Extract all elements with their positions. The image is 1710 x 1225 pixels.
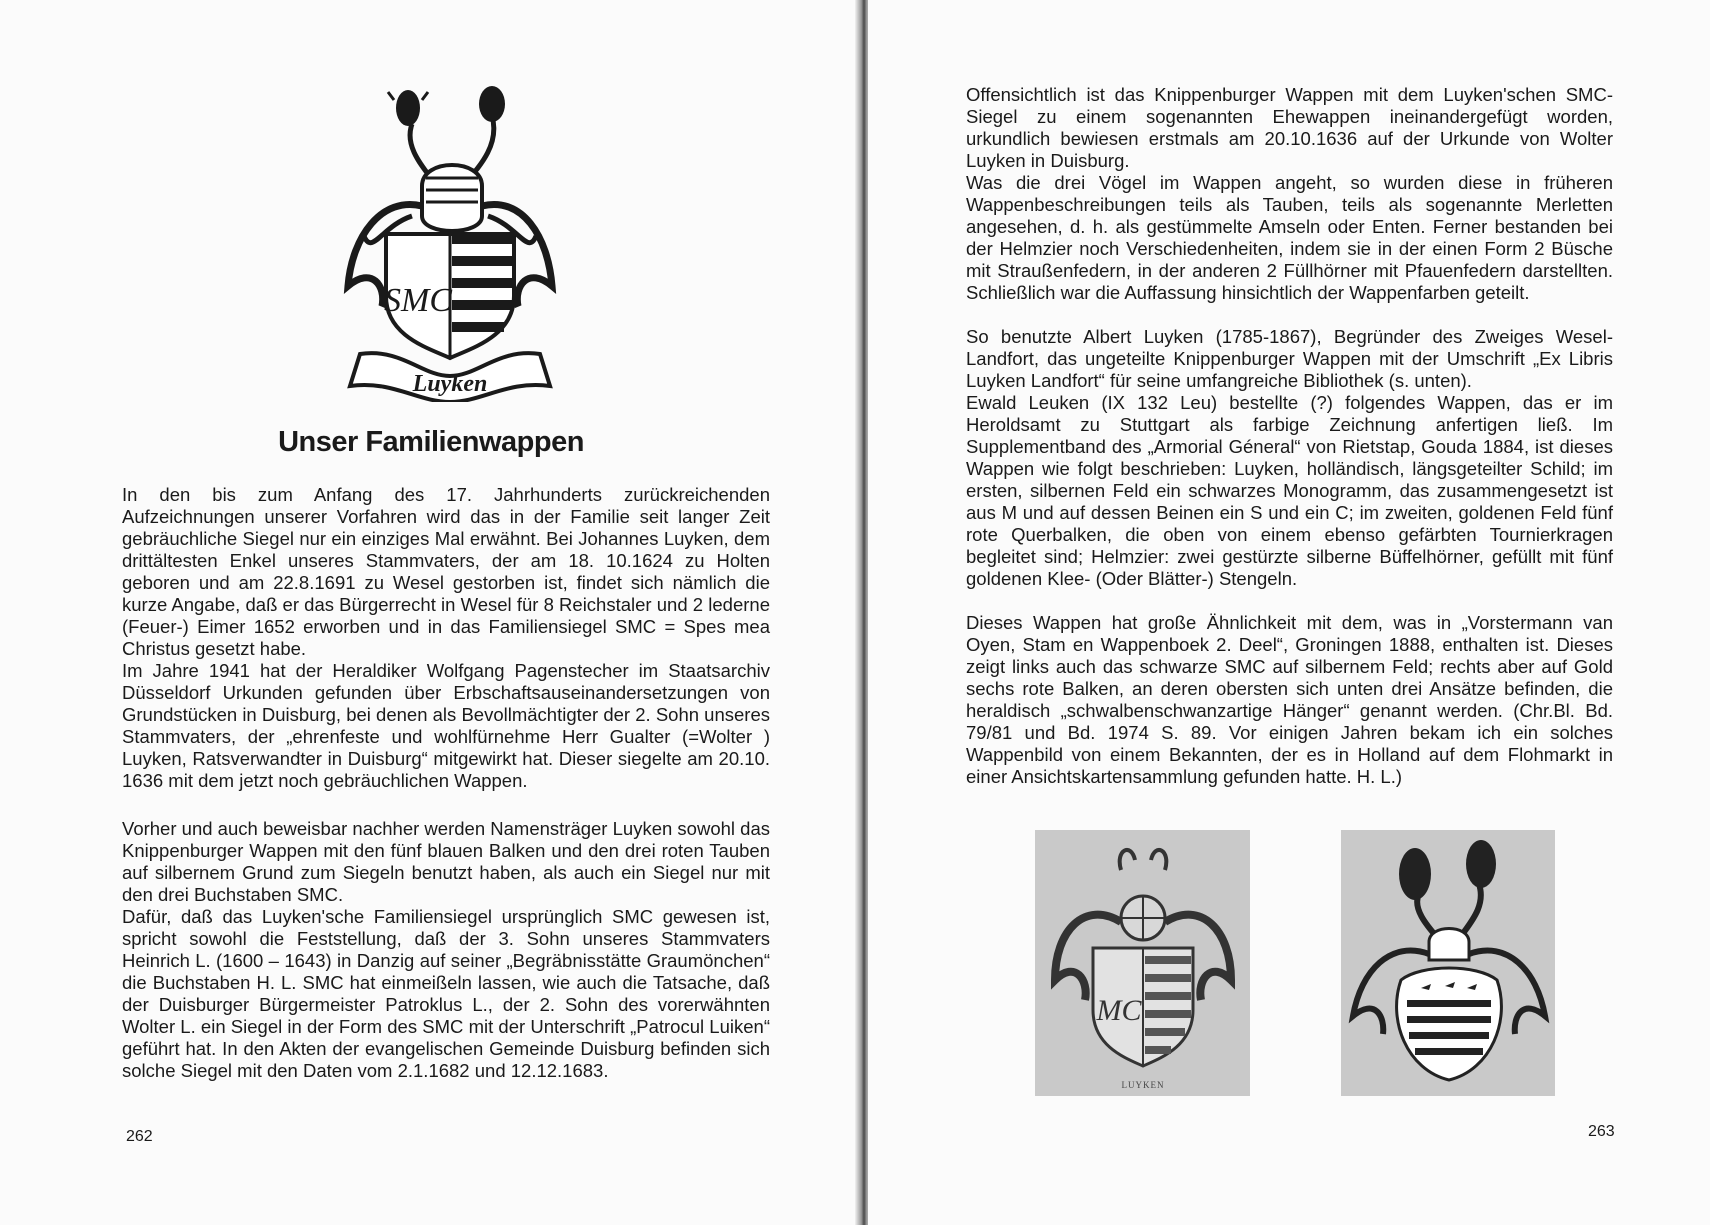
left-paragraph-2: Im Jahre 1941 hat der Heraldiker Wolfgang Pagenstecher im Staatsarchiv Düsseldorf Urkunden gefunden über Erbschaftsauseinandersetzungen von Grundstücken in Duisburg, bei denen als Bevollmächtigter der 2. Sohn unseres Stammvaters, der „ehrenfeste und wohlfürnehme Herr Gualter (=Wolter ) Luyken, Ratsverwandter in Duisburg“ mitgewirkt hat. Dieser siegelte am 20.10. 1636 mit dem jetzt noch gebräuchlichen Wappen. <box>122 660 770 791</box>
crest-banner-label: Luyken <box>412 371 488 397</box>
page-number-left: 262 <box>126 1128 153 1145</box>
coat-of-arms-photo-2 <box>1341 830 1555 1096</box>
right-page <box>868 0 1710 1225</box>
coat-of-arms-photo-1 <box>1035 830 1250 1096</box>
right-paragraph-3: So benutzte Albert Luyken (1785-1867), Begründer des Zweiges Wesel-Landfort, das ungeteilte Knippenburger Wappen mit der Umschrift „Ex Libris Luyken Landfort“ für seine umfangreiche Bibliothek (s. unten). <box>966 326 1613 391</box>
page-title: Unser Familienwappen <box>278 426 584 458</box>
right-paragraph-2: Was die drei Vögel im Wappen angeht, so wurden diese in früheren Wappenbeschreibungen teils als Tauben, teils als sogenannte Merletten angesehen, d. h. als gestümmelte Amseln oder Enten. Ferner bestanden bei der Helmzier noch Verschiedenheiten, indem sie in der einen Form 2 Büsche mit Straußenfedern, in der anderen 2 Füllhörner mit Pfauenfedern darstellten. Schließlich war die Auffassung hinsichtlich der Wappenfarben geteilt. <box>966 172 1613 303</box>
left-paragraph-3: Vorher und auch beweisbar nachher werden Namensträger Luyken sowohl das Knippenburger Wappen mit den fünf blauen Balken und den drei roten Tauben auf silbernem Grund zum Siegeln benutzt haben, als auch ein Siegel nur mit den drei Buchstaben SMC. <box>122 818 770 905</box>
svg-text:MC: MC <box>1096 994 1142 1027</box>
right-paragraph-4: Ewald Leuken (IX 132 Leu) bestellte (?) folgendes Wappen, das er im Heroldsamt zu Stuttgart als farbige Zeichnung anfertigen ließ. Im Supplementband des „Armorial Géneral“ von Rietstap, Gouda 1884, ist dieses Wappen wie folgt beschrieben: Luyken, holländisch, längsgeteilter Schild; im ersten, silbernen Feld ein schwarzes Monogramm, das zusammengesetzt ist aus M und auf dessen Beinen ein S und ein C; im zweiten, goldenen Feld fünf rote Querbalken, die oben von einem ebenso gefärbten Tournierkragen begleitet sind; Helmzier: zwei gestürzte silberne Büffelhörner, gefüllt mit fünf goldenen Klee- (Oder Blätter-) Stengeln. <box>966 392 1613 589</box>
right-paragraph-1: Offensichtlich ist das Knippenburger Wappen mit dem Luyken'schen SMC-Siegel zu einem sogenannten Ehewappen ineinandergefügt worden, urkundlich bewiesen erstmals am 20.10.1636 auf der Urkunde von Wolter Luyken in Duisburg. <box>966 84 1613 171</box>
crest-monogram: SMC <box>384 282 452 319</box>
coat-of-arms-illustration <box>342 86 557 402</box>
page-number-right: 263 <box>1588 1123 1615 1140</box>
right-paragraph-5: Dieses Wappen hat große Ähnlichkeit mit dem, was in „Vorstermann van Oyen, Stam en Wappenboek 2. Deel“, Groningen 1888, enthalten ist. Dieses zeigt links auch das schwarze SMC auf silbernem Feld; rechts aber auf Gold sechs rote Balken, an deren obersten sich unten drei Ansätze befinden, die heraldisch „schwalbenschwanzartige Hänger“ genannt werden. (Chr.Bl. Bd. 79/81 und Bd. 1974 S. 89. Vor einigen Jahren bekam ich ein solches Wappenbild von einem Bekannten, der es in Holland auf dem Flohmarkt in einer Ansichtskartensammlung gefunden hatte. H. L.) <box>966 612 1613 787</box>
left-paragraph-1: In den bis zum Anfang des 17. Jahrhunderts zurückreichenden Aufzeichnungen unserer Vorfahren wird das in der Familie seit langer Zeit gebräuchliche Siegel nur ein einziges Mal erwähnt. Bei Johannes Luyken, dem drittältesten Enkel unseres Stammvaters, der am 18. 10.1624 zu Holten geboren und am 22.8.1691 zu Wesel gestorben ist, findet sich nämlich die kurze Angabe, daß er das Bürgerrecht in Wesel für 8 Reichstaler und 2 lederne (Feuer-) Eimer 1652 erworben und in das Familiensiegel SMC = Spes mea Christus gesetzt habe. <box>122 484 770 659</box>
figure-caption: LUYKEN <box>1121 1080 1165 1090</box>
left-paragraph-4: Dafür, daß das Luyken'sche Familiensiegel ursprünglich SMC gewesen ist, spricht sowohl die Feststellung, daß der 3. Sohn unseres Stammvaters Heinrich L. (1600 – 1643) in Danzig auf seiner „Begräbnisstätte Graumönchen“ die Buchstaben H. L. SMC hat einmeißeln lassen, wie auch die Tatsache, daß der Duisburger Bürgermeister Patroklus L., der 2. Sohn des vorerwähnten Wolter L. ein Siegel in der Form des SMC mit der Unterschrift „Patrocul Luiken“ geführt hat. In den Akten der evangelischen Gemeinde Duisburg befinden sich solche Siegel mit den Daten vom 2.1.1682 und 12.12.1683. <box>122 906 770 1081</box>
